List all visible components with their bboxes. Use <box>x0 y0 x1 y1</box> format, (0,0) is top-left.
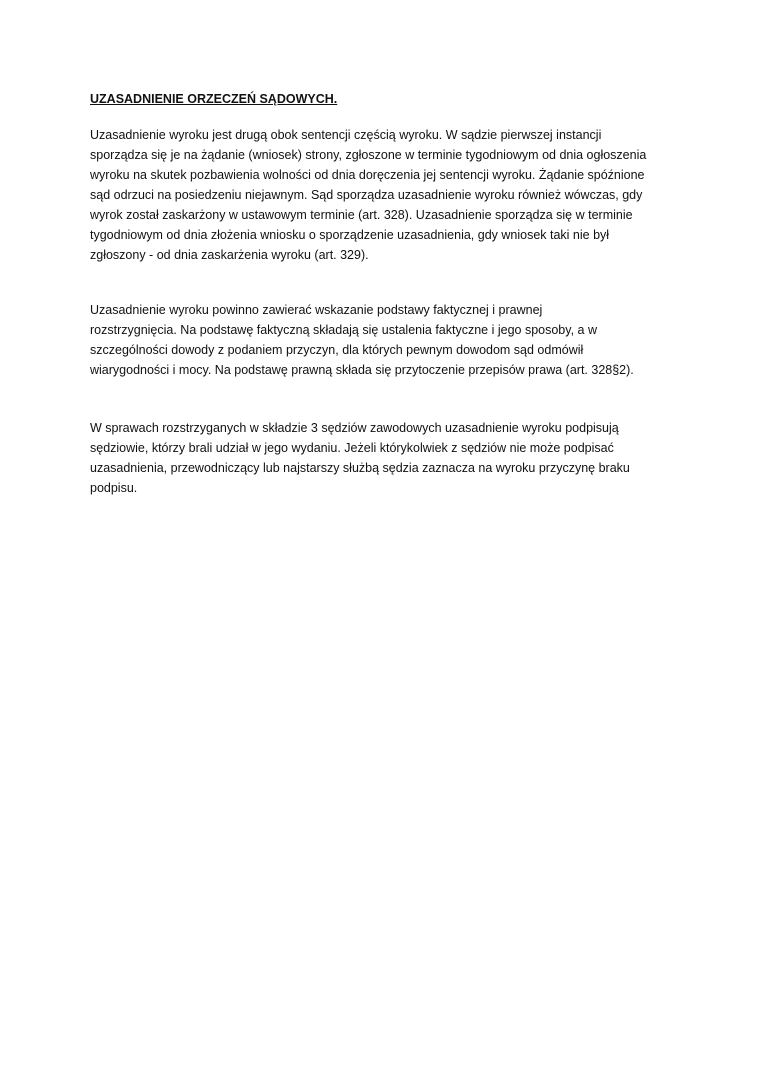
paragraph-line: sąd odrzuci na posiedzeniu niejawnym. Sąd sporządza uzasadnienie wyroku również wówczas, gdy <box>90 188 643 202</box>
paragraph-line: szczególności dowody z podaniem przyczyn, dla których pewnym dowodom sąd odmówił <box>90 343 584 357</box>
paragraph-spacer <box>90 380 670 418</box>
paragraph-line: wyrok został zaskarżony w ustawowym terminie (art. 328). Uzasadnienie sporządza się w terminie <box>90 208 633 222</box>
paragraph-3 <box>90 418 670 498</box>
document-body <box>90 91 670 498</box>
paragraph-line: W sprawach rozstrzyganych w składzie 3 sędziów zawodowych uzasadnienie wyroku podpisują <box>90 421 619 435</box>
paragraph-2 <box>90 300 670 380</box>
paragraph-line: wyroku na skutek pozbawienia wolności od dnia doręczenia jej sentencji wyroku. Żądanie spóźnione <box>90 168 645 182</box>
paragraph-spacer <box>90 265 670 300</box>
paragraph-line: Uzasadnienie wyroku jest drugą obok sentencji częścią wyroku. W sądzie pierwszej instancji <box>90 128 602 142</box>
paragraph-line: uzasadnienia, przewodniczący lub najstarszy służbą sędzia zaznacza na wyroku przyczynę braku <box>90 461 630 475</box>
document-title: UZASADNIENIE ORZECZEŃ SĄDOWYCH. <box>90 92 338 106</box>
paragraph-line: tygodniowym od dnia złożenia wniosku o sporządzenie uzasadnienia, gdy wniosek taki nie był <box>90 228 610 242</box>
paragraph-1 <box>90 125 670 265</box>
paragraph-line: sędziowie, którzy brali udział w jego wydaniu. Jeżeli którykolwiek z sędziów nie może podpisać <box>90 441 614 455</box>
paragraph-line: sporządza się je na żądanie (wniosek) strony, zgłoszone w terminie tygodniowym od dnia ogłoszenia <box>90 148 647 162</box>
paragraph-line: wiarygodności i mocy. Na podstawę prawną składa się przytoczenie przepisów prawa (art. 328§2). <box>90 363 634 377</box>
paragraph-line: zgłoszony - od dnia zaskarżenia wyroku (art. 329). <box>90 248 369 262</box>
paragraph-line: Uzasadnienie wyroku powinno zawierać wskazanie podstawy faktycznej i prawnej <box>90 303 543 317</box>
paragraph-line: rozstrzygnięcia. Na podstawę faktyczną składają się ustalenia faktyczne i jego sposoby, a w <box>90 323 597 337</box>
paragraph-line: podpisu. <box>90 481 138 495</box>
